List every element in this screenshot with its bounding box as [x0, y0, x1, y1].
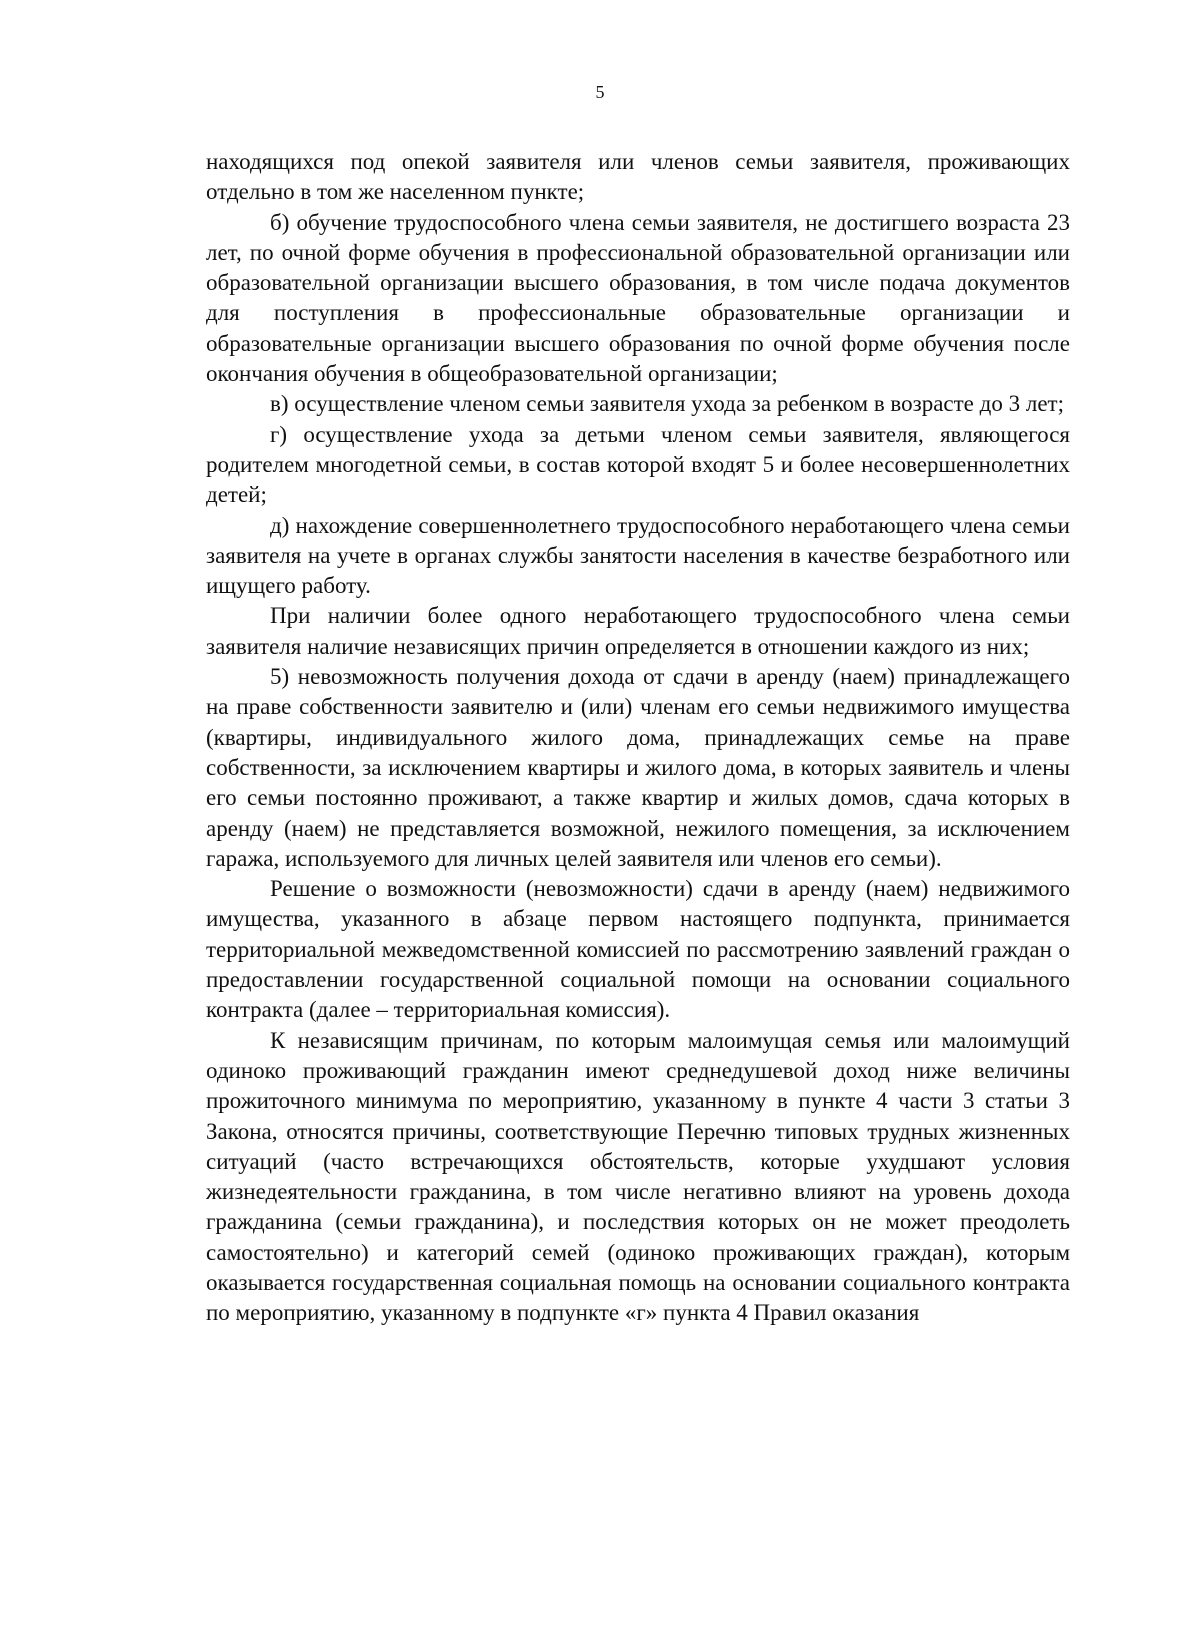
- paragraph-independent-reasons: К независящим причинам, по которым малоимущая семья или малоимущий одиноко проживающий гражданин имеют среднедушевой доход ниже величины прожиточного минимума по мероприятию, указанному в пункте 4 части 3 статьи 3 Закона, относятся причины, соответствующие Перечню типовых трудных жизненных ситуаций (часто встречающихся обстоятельств, которые ухудшают условия жизнедеятельности гражданина, в том числе негативно влияют на уровень дохода гражданина (семьи гражданина), и последствия которых он не может преодолеть самостоятельно) и категорий семей (одиноко проживающих граждан), которым оказывается государственная социальная помощь на основании социального контракта по мероприятию, указанному в подпункте «г» пункта 4 Правил оказания: [206, 1027, 1070, 1326]
- paragraph-item-d: д) нахождение совершеннолетнего трудоспособного неработающего члена семьи заявителя на учете в органах службы занятости населения в качестве безработного или ищущего работу.: [206, 512, 1070, 599]
- paragraph-multiple-members: При наличии более одного неработающего трудоспособного члена семьи заявителя наличие независящих причин определяется в отношении каждого из них;: [206, 603, 1070, 659]
- paragraph-continuation: находящихся под опекой заявителя или членов семьи заявителя, проживающих отдельно в том же населенном пункте;: [206, 149, 1070, 205]
- paragraph-item-v: в) осуществление членом семьи заявителя ухода за ребенком в возрасте до 3 лет;: [270, 391, 1064, 417]
- page-number: 5: [595, 82, 605, 102]
- paragraph-decision: Решение о возможности (невозможности) сдачи в аренду (наем) недвижимого имущества, указанного в абзаце первом настоящего подпункта, принимается территориальной межведомственной комиссией по рассмотрению заявлений граждан о предоставлении государственной социальной помощи на основании социального контракта (далее – территориальная комиссия).: [206, 876, 1070, 1023]
- paragraph-item-b: б) обучение трудоспособного члена семьи заявителя, не достигшего возраста 23 лет, по очной форме обучения в профессиональной образовательной организации или образовательной организации высшего образования, в том числе подача документов для поступления в профессиональные образовательные организации и образовательные организации высшего образования по очной форме обучения после окончания обучения в общеобразовательной организации;: [206, 209, 1070, 387]
- paragraph-item-g: г) осуществление ухода за детьми членом семьи заявителя, являющегося родителем многодетной семьи, в состав которой входят 5 и более несовершеннолетних детей;: [206, 421, 1070, 508]
- paragraph-item-5: 5) невозможность получения дохода от сдачи в аренду (наем) принадлежащего на праве собственности заявителю и (или) членам его семьи недвижимого имущества (квартиры, индивидуального жилого дома, принадлежащих семье на праве собственности, за исключением квартиры и жилого дома, в которых заявитель и члены его семьи постоянно проживают, а также квартир и жилых домов, сдача которых в аренду (наем) не представляется возможной, нежилого помещения, за исключением гаража, используемого для личных целей заявителя или членов его семьи).: [206, 664, 1070, 871]
- document-body: [206, 147, 1070, 1329]
